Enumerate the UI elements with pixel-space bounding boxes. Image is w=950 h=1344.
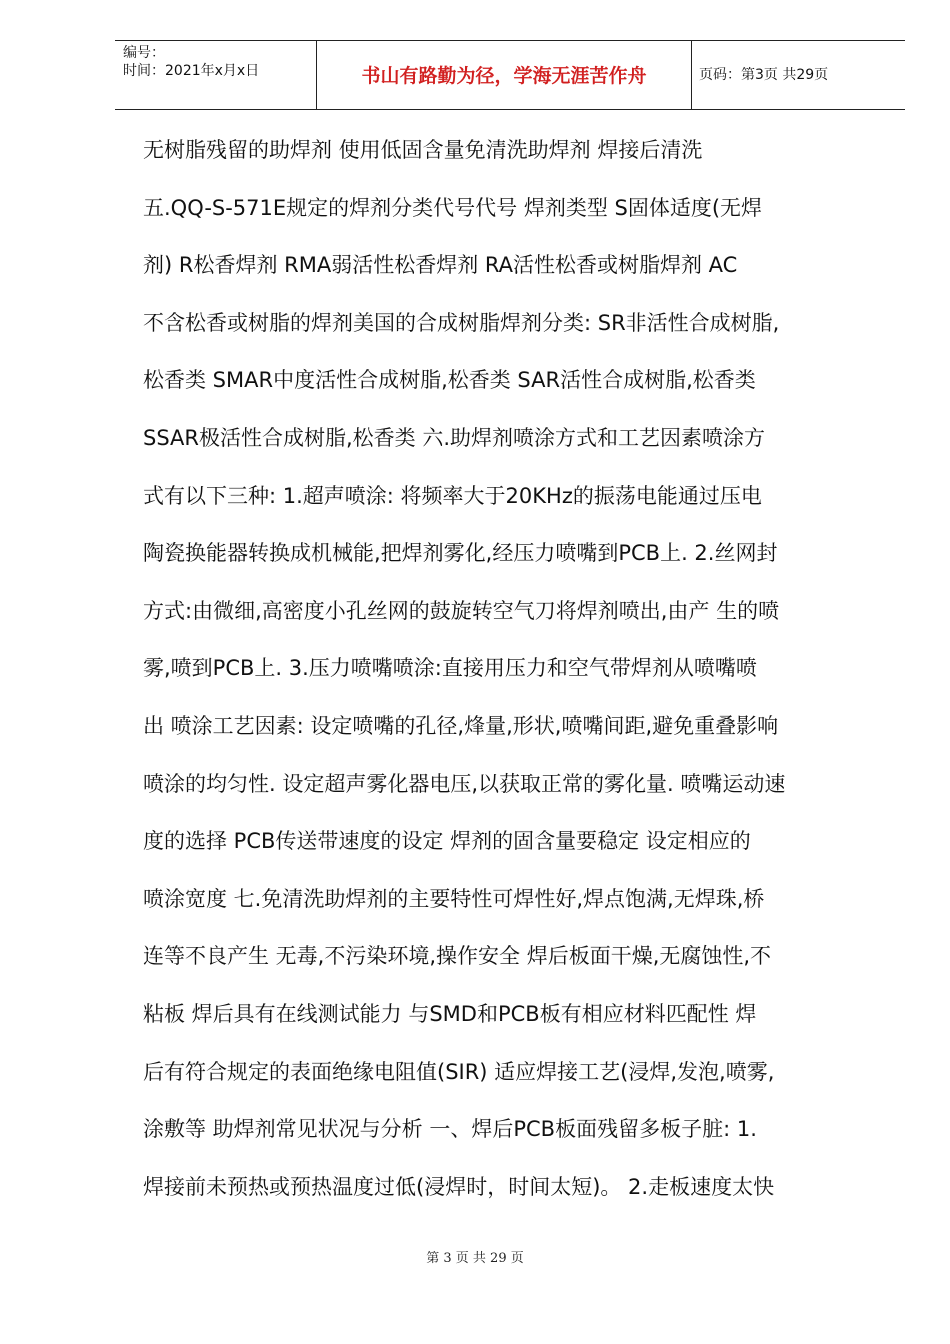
header-page-cell <box>691 41 905 109</box>
body-line: 度的选择 PCB传送带速度的设定 焊剂的固含量要稳定 设定相应的 <box>143 829 751 854</box>
header-motto-cell <box>316 41 692 109</box>
header-meta-cell <box>115 41 315 109</box>
body-line: 方式:由微细,高密度小孔丝网的鼓旋转空气刀将焊剂喷出,由产 生的喷 <box>143 598 780 623</box>
body-line: 无树脂残留的助焊剂 使用低固含量免清洗助焊剂 焊接后清洗 <box>143 138 703 162</box>
body-line: 连等不良产生 无毒,不污染环境,操作安全 焊后板面干燥,无腐蚀性,不 <box>143 944 772 969</box>
body-line: 喷涂的均匀性. 设定超声雾化器电压,以获取正常的雾化量. 喷嘴运动速 <box>143 771 786 796</box>
body-line: 后有符合规定的表面绝缘电阻值(SIR) 适应焊接工艺(浸焊,发泡,喷雾, <box>143 1059 775 1084</box>
body-line: 式有以下三种: 1.超声喷涂: 将频率大于20KHz的振荡电能通过压电 <box>143 483 762 508</box>
body-line: 焊接前未预热或预热温度过低(浸焊时，时间太短)。 2.走板速度太快 <box>143 1174 775 1199</box>
body-line: 五.QQ-S-571E规定的焊剂分类代号代号 焊剂类型 S固体适度(无焊 <box>143 195 763 220</box>
body-line: 涂敷等 助焊剂常见状况与分析 一、焊后PCB板面残留多板子脏: 1. <box>143 1117 757 1142</box>
body-line: 松香类 SMAR中度活性合成树脂,松香类 SAR活性合成树脂,松香类 <box>143 368 756 393</box>
body-line: 出 喷涂工艺因素: 设定喷嘴的孔径,烽量,形状,喷嘴间距,避免重叠影响 <box>143 713 779 738</box>
header-page-info: 页码：第3页 共29页 <box>699 67 829 83</box>
document-body <box>143 131 883 1225</box>
page-header <box>115 40 905 110</box>
page-footer: 第 3 页 共 29 页 <box>426 1251 524 1266</box>
body-line: 陶瓷换能器转换成机械能,把焊剂雾化,经压力喷嘴到PCB上. 2.丝网封 <box>143 541 778 566</box>
header-motto: 书山有路勤为径，学海无涯苦作舟 <box>361 65 647 87</box>
body-line: 雾,喷到PCB上. 3.压力喷嘴喷涂:直接用压力和空气带焊剂从喷嘴喷 <box>143 656 757 681</box>
body-line: 喷涂宽度 七.免清洗助焊剂的主要特性可焊性好,焊点饱满,无焊珠,桥 <box>143 886 765 911</box>
body-line: 粘板 焊后具有在线测试能力 与SMD和PCB板有相应材料匹配性 焊 <box>143 1001 757 1026</box>
body-line: 不含松香或树脂的焊剂美国的合成树脂焊剂分类: SR非活性合成树脂, <box>143 310 780 335</box>
body-line: SSAR极活性合成树脂,松香类 六.助焊剂喷涂方式和工艺因素喷涂方 <box>143 425 766 450</box>
document-number-label: 编号： <box>123 45 165 61</box>
body-line: 剂) R松香焊剂 RMA弱活性松香焊剂 RA活性松香或树脂焊剂 AC <box>143 253 738 278</box>
document-date-label: 时间：2021年x月x日 <box>123 63 260 79</box>
